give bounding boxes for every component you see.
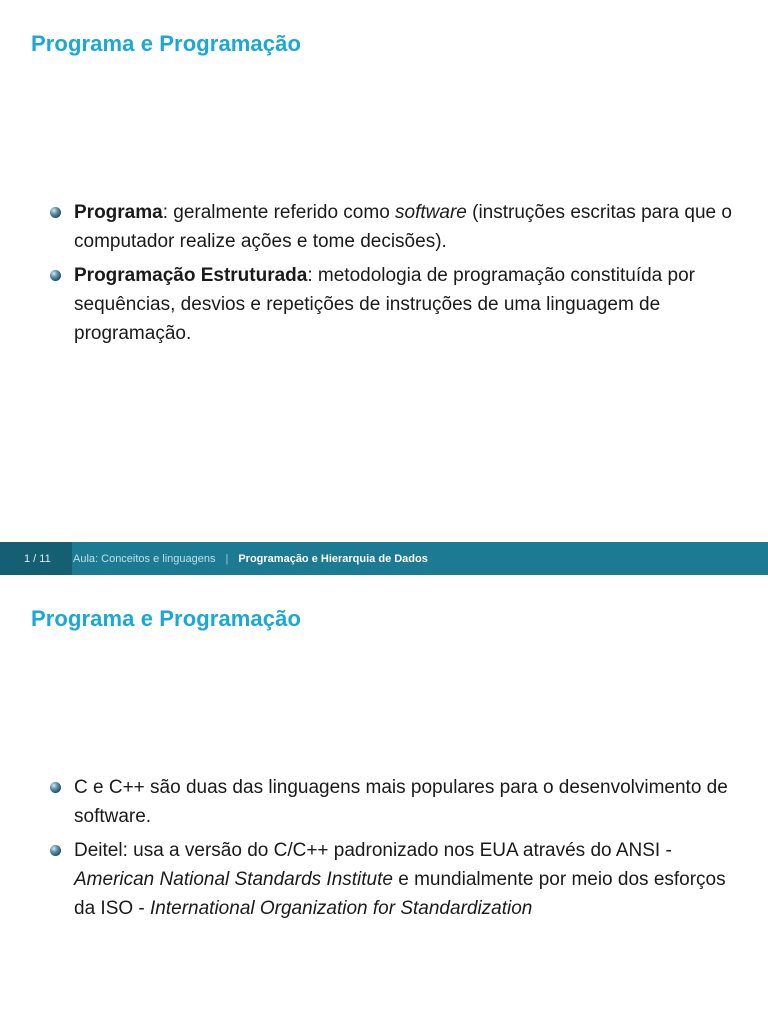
bullet-text: : geralmente referido como: [162, 202, 396, 223]
bullet-icon: [50, 845, 61, 856]
bullet-item: [48, 773, 738, 831]
bullet-emphasis: software: [395, 202, 467, 223]
bullet-term: Programação Estruturada: [74, 265, 308, 286]
bullet-icon: [50, 270, 61, 281]
slide-footer: [0, 542, 768, 575]
slide-title: Programa e Programação: [31, 31, 301, 56]
bullet-text: C e C++ são duas das linguagens mais populares para o desenvolvimento de software.: [74, 777, 728, 827]
page-counter: 1 / 11: [0, 542, 72, 575]
footer-separator: |: [225, 552, 229, 565]
slide-2: [0, 575, 768, 1024]
bullet-item: [48, 836, 738, 923]
bullet-emphasis: International Organization for Standardization: [150, 898, 533, 919]
bullet-item: [48, 198, 738, 256]
bullet-text: (instruções escritas para que o computador realize ações e tome decisões).: [74, 202, 732, 252]
bullet-item: [48, 261, 738, 348]
bullet-icon: [50, 207, 61, 218]
bullet-text: Deitel: usa a versão do C/C++ padronizado nos EUA através do ANSI -: [74, 840, 672, 861]
footer-course-label: Aula: Conceitos e linguagens: [73, 552, 216, 565]
footer-topic: Programação e Hierarquia de Dados: [238, 552, 428, 565]
bullet-text: : metodologia de programação constituída por sequências, desvios e repetições de instruções de uma linguagem de programação.: [74, 265, 695, 344]
bullet-list: [48, 198, 738, 353]
bullet-list: [48, 773, 738, 928]
bullet-term: Programa: [74, 202, 163, 223]
slide-title: Programa e Programação: [31, 606, 301, 631]
bullet-text: e mundialmente por meio dos esforços da ISO -: [74, 869, 726, 919]
bullet-emphasis: American National Standards Institute: [74, 869, 393, 890]
bullet-icon: [50, 782, 61, 793]
